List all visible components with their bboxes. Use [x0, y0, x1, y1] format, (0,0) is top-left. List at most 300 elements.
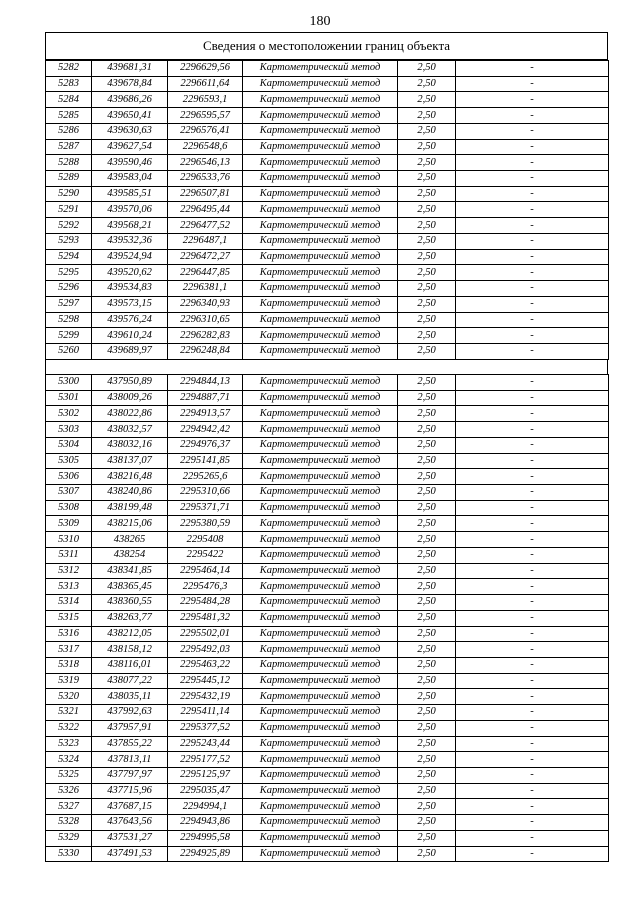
point-number-cell: 5308: [46, 500, 92, 516]
x-coordinate-cell: 438032,57: [92, 422, 168, 438]
table-row: [46, 563, 609, 579]
table-row: [46, 642, 609, 658]
point-number-cell: 5324: [46, 752, 92, 768]
x-coordinate-cell: 438116,01: [92, 657, 168, 673]
method-cell: Картометрический метод: [243, 139, 398, 155]
table-row: [46, 92, 609, 108]
point-number-cell: 5318: [46, 657, 92, 673]
point-number-cell: 5307: [46, 485, 92, 501]
block-separator: [45, 359, 608, 374]
y-coordinate-cell: 2295464,14: [168, 563, 243, 579]
description-cell: -: [456, 689, 609, 705]
x-coordinate-cell: 438265: [92, 532, 168, 548]
point-number-cell: 5315: [46, 610, 92, 626]
precision-cell: 2,50: [398, 563, 456, 579]
x-coordinate-cell: 439534,83: [92, 281, 168, 297]
method-cell: Картометрический метод: [243, 532, 398, 548]
precision-cell: 2,50: [398, 265, 456, 281]
y-coordinate-cell: 2296310,65: [168, 312, 243, 328]
precision-cell: 2,50: [398, 783, 456, 799]
method-cell: Картометрический метод: [243, 453, 398, 469]
precision-cell: 2,50: [398, 846, 456, 862]
method-cell: Картометрический метод: [243, 296, 398, 312]
method-cell: Картометрический метод: [243, 579, 398, 595]
point-number-cell: 5282: [46, 61, 92, 77]
description-cell: -: [456, 736, 609, 752]
table-row: [46, 469, 609, 485]
x-coordinate-cell: 437531,27: [92, 830, 168, 846]
y-coordinate-cell: 2295408: [168, 532, 243, 548]
point-number-cell: 5316: [46, 626, 92, 642]
description-cell: -: [456, 532, 609, 548]
method-cell: Картометрический метод: [243, 218, 398, 234]
x-coordinate-cell: 439573,15: [92, 296, 168, 312]
x-coordinate-cell: 437957,91: [92, 720, 168, 736]
description-cell: -: [456, 390, 609, 406]
x-coordinate-cell: 438341,85: [92, 563, 168, 579]
table-row: [46, 783, 609, 799]
y-coordinate-cell: 2294887,71: [168, 390, 243, 406]
y-coordinate-cell: 2294942,42: [168, 422, 243, 438]
method-cell: Картометрический метод: [243, 626, 398, 642]
table-row: [46, 579, 609, 595]
description-cell: -: [456, 61, 609, 77]
precision-cell: 2,50: [398, 500, 456, 516]
precision-cell: 2,50: [398, 469, 456, 485]
point-number-cell: 5304: [46, 437, 92, 453]
y-coordinate-cell: 2295035,47: [168, 783, 243, 799]
method-cell: Картометрический метод: [243, 799, 398, 815]
y-coordinate-cell: 2295492,03: [168, 642, 243, 658]
table-row: [46, 202, 609, 218]
y-coordinate-cell: 2296533,76: [168, 171, 243, 187]
table-row: [46, 437, 609, 453]
x-coordinate-cell: 438240,86: [92, 485, 168, 501]
description-cell: -: [456, 595, 609, 611]
table-row: [46, 76, 609, 92]
point-number-cell: 5306: [46, 469, 92, 485]
x-coordinate-cell: 437643,56: [92, 815, 168, 831]
method-cell: Картометрический метод: [243, 500, 398, 516]
method-cell: Картометрический метод: [243, 752, 398, 768]
coordinates-table-block-2: [45, 374, 609, 862]
precision-cell: 2,50: [398, 123, 456, 139]
x-coordinate-cell: 438212,05: [92, 626, 168, 642]
description-cell: -: [456, 249, 609, 265]
description-cell: -: [456, 422, 609, 438]
precision-cell: 2,50: [398, 626, 456, 642]
x-coordinate-cell: 438032,16: [92, 437, 168, 453]
point-number-cell: 5287: [46, 139, 92, 155]
description-cell: -: [456, 296, 609, 312]
x-coordinate-cell: 439590,46: [92, 155, 168, 171]
description-cell: -: [456, 579, 609, 595]
method-cell: Картометрический метод: [243, 705, 398, 721]
precision-cell: 2,50: [398, 92, 456, 108]
x-coordinate-cell: 439650,41: [92, 108, 168, 124]
x-coordinate-cell: 439585,51: [92, 186, 168, 202]
precision-cell: 2,50: [398, 485, 456, 501]
x-coordinate-cell: 439630,63: [92, 123, 168, 139]
x-coordinate-cell: 437491,53: [92, 846, 168, 862]
y-coordinate-cell: 2296595,57: [168, 108, 243, 124]
description-cell: -: [456, 155, 609, 171]
table-row: [46, 328, 609, 344]
description-cell: -: [456, 563, 609, 579]
point-number-cell: 5319: [46, 673, 92, 689]
description-cell: -: [456, 752, 609, 768]
precision-cell: 2,50: [398, 579, 456, 595]
point-number-cell: 5325: [46, 767, 92, 783]
precision-cell: 2,50: [398, 281, 456, 297]
table-row: [46, 846, 609, 862]
method-cell: Картометрический метод: [243, 375, 398, 391]
x-coordinate-cell: 439570,06: [92, 202, 168, 218]
x-coordinate-cell: 437855,22: [92, 736, 168, 752]
description-cell: -: [456, 767, 609, 783]
point-number-cell: 5310: [46, 532, 92, 548]
method-cell: Картометрический метод: [243, 673, 398, 689]
description-cell: -: [456, 815, 609, 831]
x-coordinate-cell: 437687,15: [92, 799, 168, 815]
y-coordinate-cell: 2296477,52: [168, 218, 243, 234]
x-coordinate-cell: 437950,89: [92, 375, 168, 391]
description-cell: -: [456, 673, 609, 689]
y-coordinate-cell: 2295476,3: [168, 579, 243, 595]
method-cell: Картометрический метод: [243, 846, 398, 862]
method-cell: Картометрический метод: [243, 281, 398, 297]
precision-cell: 2,50: [398, 328, 456, 344]
method-cell: Картометрический метод: [243, 328, 398, 344]
point-number-cell: 5285: [46, 108, 92, 124]
precision-cell: 2,50: [398, 673, 456, 689]
description-cell: -: [456, 139, 609, 155]
x-coordinate-cell: 439524,94: [92, 249, 168, 265]
description-cell: -: [456, 846, 609, 862]
method-cell: Картометрический метод: [243, 610, 398, 626]
point-number-cell: 5291: [46, 202, 92, 218]
point-number-cell: 5303: [46, 422, 92, 438]
point-number-cell: 5328: [46, 815, 92, 831]
table-row: [46, 547, 609, 563]
y-coordinate-cell: 2295484,28: [168, 595, 243, 611]
table-row: [46, 61, 609, 77]
point-number-cell: 5326: [46, 783, 92, 799]
x-coordinate-cell: 438216,48: [92, 469, 168, 485]
precision-cell: 2,50: [398, 720, 456, 736]
description-cell: -: [456, 375, 609, 391]
precision-cell: 2,50: [398, 312, 456, 328]
precision-cell: 2,50: [398, 516, 456, 532]
precision-cell: 2,50: [398, 437, 456, 453]
y-coordinate-cell: 2295380,59: [168, 516, 243, 532]
table-row: [46, 218, 609, 234]
description-cell: -: [456, 720, 609, 736]
point-number-cell: 5312: [46, 563, 92, 579]
method-cell: Картометрический метод: [243, 249, 398, 265]
table-row: [46, 673, 609, 689]
y-coordinate-cell: 2295481,32: [168, 610, 243, 626]
y-coordinate-cell: 2296472,27: [168, 249, 243, 265]
precision-cell: 2,50: [398, 453, 456, 469]
point-number-cell: 5320: [46, 689, 92, 705]
y-coordinate-cell: 2296381,1: [168, 281, 243, 297]
precision-cell: 2,50: [398, 767, 456, 783]
x-coordinate-cell: 439689,97: [92, 343, 168, 359]
y-coordinate-cell: 2296576,41: [168, 123, 243, 139]
precision-cell: 2,50: [398, 799, 456, 815]
description-cell: -: [456, 218, 609, 234]
table-row: [46, 705, 609, 721]
table-title: Сведения о местоположении границ объекта: [45, 32, 608, 60]
method-cell: Картометрический метод: [243, 76, 398, 92]
x-coordinate-cell: 438077,22: [92, 673, 168, 689]
point-number-cell: 5329: [46, 830, 92, 846]
precision-cell: 2,50: [398, 422, 456, 438]
precision-cell: 2,50: [398, 155, 456, 171]
point-number-cell: 5314: [46, 595, 92, 611]
table-row: [46, 453, 609, 469]
x-coordinate-cell: 439681,31: [92, 61, 168, 77]
point-number-cell: 5295: [46, 265, 92, 281]
precision-cell: 2,50: [398, 736, 456, 752]
method-cell: Картометрический метод: [243, 516, 398, 532]
precision-cell: 2,50: [398, 815, 456, 831]
y-coordinate-cell: 2295243,44: [168, 736, 243, 752]
description-cell: -: [456, 108, 609, 124]
y-coordinate-cell: 2295141,85: [168, 453, 243, 469]
table-row: [46, 830, 609, 846]
point-number-cell: 5330: [46, 846, 92, 862]
description-cell: -: [456, 92, 609, 108]
table-row: [46, 281, 609, 297]
x-coordinate-cell: 439532,36: [92, 233, 168, 249]
precision-cell: 2,50: [398, 830, 456, 846]
table-row: [46, 139, 609, 155]
method-cell: Картометрический метод: [243, 815, 398, 831]
table-row: [46, 500, 609, 516]
table-row: [46, 610, 609, 626]
precision-cell: 2,50: [398, 532, 456, 548]
description-cell: -: [456, 642, 609, 658]
method-cell: Картометрический метод: [243, 595, 398, 611]
description-cell: -: [456, 657, 609, 673]
table-row: [46, 532, 609, 548]
y-coordinate-cell: 2294844,13: [168, 375, 243, 391]
point-number-cell: 5301: [46, 390, 92, 406]
y-coordinate-cell: 2295463,22: [168, 657, 243, 673]
precision-cell: 2,50: [398, 406, 456, 422]
method-cell: Картометрический метод: [243, 689, 398, 705]
description-cell: -: [456, 469, 609, 485]
point-number-cell: 5296: [46, 281, 92, 297]
point-number-cell: 5309: [46, 516, 92, 532]
method-cell: Картометрический метод: [243, 171, 398, 187]
method-cell: Картометрический метод: [243, 233, 398, 249]
table-row: [46, 799, 609, 815]
point-number-cell: 5311: [46, 547, 92, 563]
precision-cell: 2,50: [398, 218, 456, 234]
method-cell: Картометрический метод: [243, 547, 398, 563]
description-cell: -: [456, 281, 609, 297]
description-cell: -: [456, 547, 609, 563]
table-row: [46, 767, 609, 783]
y-coordinate-cell: 2294995,58: [168, 830, 243, 846]
table-row: [46, 752, 609, 768]
precision-cell: 2,50: [398, 705, 456, 721]
precision-cell: 2,50: [398, 61, 456, 77]
table-row: [46, 406, 609, 422]
y-coordinate-cell: 2296611,64: [168, 76, 243, 92]
point-number-cell: 5288: [46, 155, 92, 171]
y-coordinate-cell: 2296447,85: [168, 265, 243, 281]
table-row: [46, 689, 609, 705]
method-cell: Картометрический метод: [243, 767, 398, 783]
method-cell: Картометрический метод: [243, 406, 398, 422]
table-row: [46, 485, 609, 501]
description-cell: -: [456, 233, 609, 249]
point-number-cell: 5302: [46, 406, 92, 422]
x-coordinate-cell: 438365,45: [92, 579, 168, 595]
y-coordinate-cell: 2295377,52: [168, 720, 243, 736]
precision-cell: 2,50: [398, 642, 456, 658]
method-cell: Картометрический метод: [243, 312, 398, 328]
method-cell: Картометрический метод: [243, 657, 398, 673]
coordinates-table-block-1: [45, 60, 609, 360]
table-row: [46, 233, 609, 249]
x-coordinate-cell: 438022,86: [92, 406, 168, 422]
precision-cell: 2,50: [398, 249, 456, 265]
description-cell: -: [456, 830, 609, 846]
precision-cell: 2,50: [398, 390, 456, 406]
x-coordinate-cell: 438137,07: [92, 453, 168, 469]
x-coordinate-cell: 439576,24: [92, 312, 168, 328]
x-coordinate-cell: 438158,12: [92, 642, 168, 658]
precision-cell: 2,50: [398, 139, 456, 155]
precision-cell: 2,50: [398, 296, 456, 312]
point-number-cell: 5317: [46, 642, 92, 658]
y-coordinate-cell: 2296629,56: [168, 61, 243, 77]
table-row: [46, 815, 609, 831]
precision-cell: 2,50: [398, 233, 456, 249]
point-number-cell: 5322: [46, 720, 92, 736]
table-row: [46, 375, 609, 391]
table-row: [46, 155, 609, 171]
table-row: [46, 171, 609, 187]
method-cell: Картометрический метод: [243, 563, 398, 579]
precision-cell: 2,50: [398, 547, 456, 563]
method-cell: Картометрический метод: [243, 390, 398, 406]
y-coordinate-cell: 2295125,97: [168, 767, 243, 783]
y-coordinate-cell: 2296487,1: [168, 233, 243, 249]
description-cell: -: [456, 453, 609, 469]
method-cell: Картометрический метод: [243, 123, 398, 139]
x-coordinate-cell: 438215,06: [92, 516, 168, 532]
table-row: [46, 265, 609, 281]
description-cell: -: [456, 343, 609, 359]
point-number-cell: 5300: [46, 375, 92, 391]
x-coordinate-cell: 438035,11: [92, 689, 168, 705]
method-cell: Картометрический метод: [243, 265, 398, 281]
x-coordinate-cell: 439568,21: [92, 218, 168, 234]
point-number-cell: 5294: [46, 249, 92, 265]
y-coordinate-cell: 2295445,12: [168, 673, 243, 689]
point-number-cell: 5290: [46, 186, 92, 202]
point-number-cell: 5299: [46, 328, 92, 344]
description-cell: -: [456, 705, 609, 721]
point-number-cell: 5327: [46, 799, 92, 815]
table-row: [46, 626, 609, 642]
description-cell: -: [456, 783, 609, 799]
table-row: [46, 249, 609, 265]
y-coordinate-cell: 2296282,83: [168, 328, 243, 344]
precision-cell: 2,50: [398, 610, 456, 626]
method-cell: Картометрический метод: [243, 343, 398, 359]
y-coordinate-cell: 2296495,44: [168, 202, 243, 218]
y-coordinate-cell: 2295411,14: [168, 705, 243, 721]
x-coordinate-cell: 438009,26: [92, 390, 168, 406]
precision-cell: 2,50: [398, 752, 456, 768]
point-number-cell: 5289: [46, 171, 92, 187]
point-number-cell: 5286: [46, 123, 92, 139]
table-row: [46, 516, 609, 532]
method-cell: Картометрический метод: [243, 61, 398, 77]
description-cell: -: [456, 123, 609, 139]
point-number-cell: 5323: [46, 736, 92, 752]
description-cell: -: [456, 171, 609, 187]
y-coordinate-cell: 2296546,13: [168, 155, 243, 171]
method-cell: Картометрический метод: [243, 485, 398, 501]
table-row: [46, 595, 609, 611]
table-row: [46, 108, 609, 124]
x-coordinate-cell: 439678,84: [92, 76, 168, 92]
point-number-cell: 5313: [46, 579, 92, 595]
y-coordinate-cell: 2296248,84: [168, 343, 243, 359]
description-cell: -: [456, 265, 609, 281]
point-number-cell: 5292: [46, 218, 92, 234]
table-row: [46, 123, 609, 139]
x-coordinate-cell: 439610,24: [92, 328, 168, 344]
point-number-cell: 5297: [46, 296, 92, 312]
y-coordinate-cell: 2295265,6: [168, 469, 243, 485]
x-coordinate-cell: 438199,48: [92, 500, 168, 516]
method-cell: Картометрический метод: [243, 422, 398, 438]
x-coordinate-cell: 439520,62: [92, 265, 168, 281]
page-number: 180: [309, 14, 331, 29]
description-cell: -: [456, 202, 609, 218]
x-coordinate-cell: 437992,63: [92, 705, 168, 721]
table-row: [46, 312, 609, 328]
method-cell: Картометрический метод: [243, 108, 398, 124]
description-cell: -: [456, 500, 609, 516]
point-number-cell: 5305: [46, 453, 92, 469]
description-cell: -: [456, 610, 609, 626]
x-coordinate-cell: 437797,97: [92, 767, 168, 783]
y-coordinate-cell: 2296507,81: [168, 186, 243, 202]
description-cell: -: [456, 186, 609, 202]
y-coordinate-cell: 2295502,01: [168, 626, 243, 642]
x-coordinate-cell: 439686,26: [92, 92, 168, 108]
x-coordinate-cell: 438360,55: [92, 595, 168, 611]
table-row: [46, 343, 609, 359]
method-cell: Картометрический метод: [243, 720, 398, 736]
method-cell: Картометрический метод: [243, 202, 398, 218]
method-cell: Картометрический метод: [243, 186, 398, 202]
method-cell: Картометрический метод: [243, 437, 398, 453]
point-number-cell: 5260: [46, 343, 92, 359]
table-row: [46, 736, 609, 752]
method-cell: Картометрический метод: [243, 155, 398, 171]
